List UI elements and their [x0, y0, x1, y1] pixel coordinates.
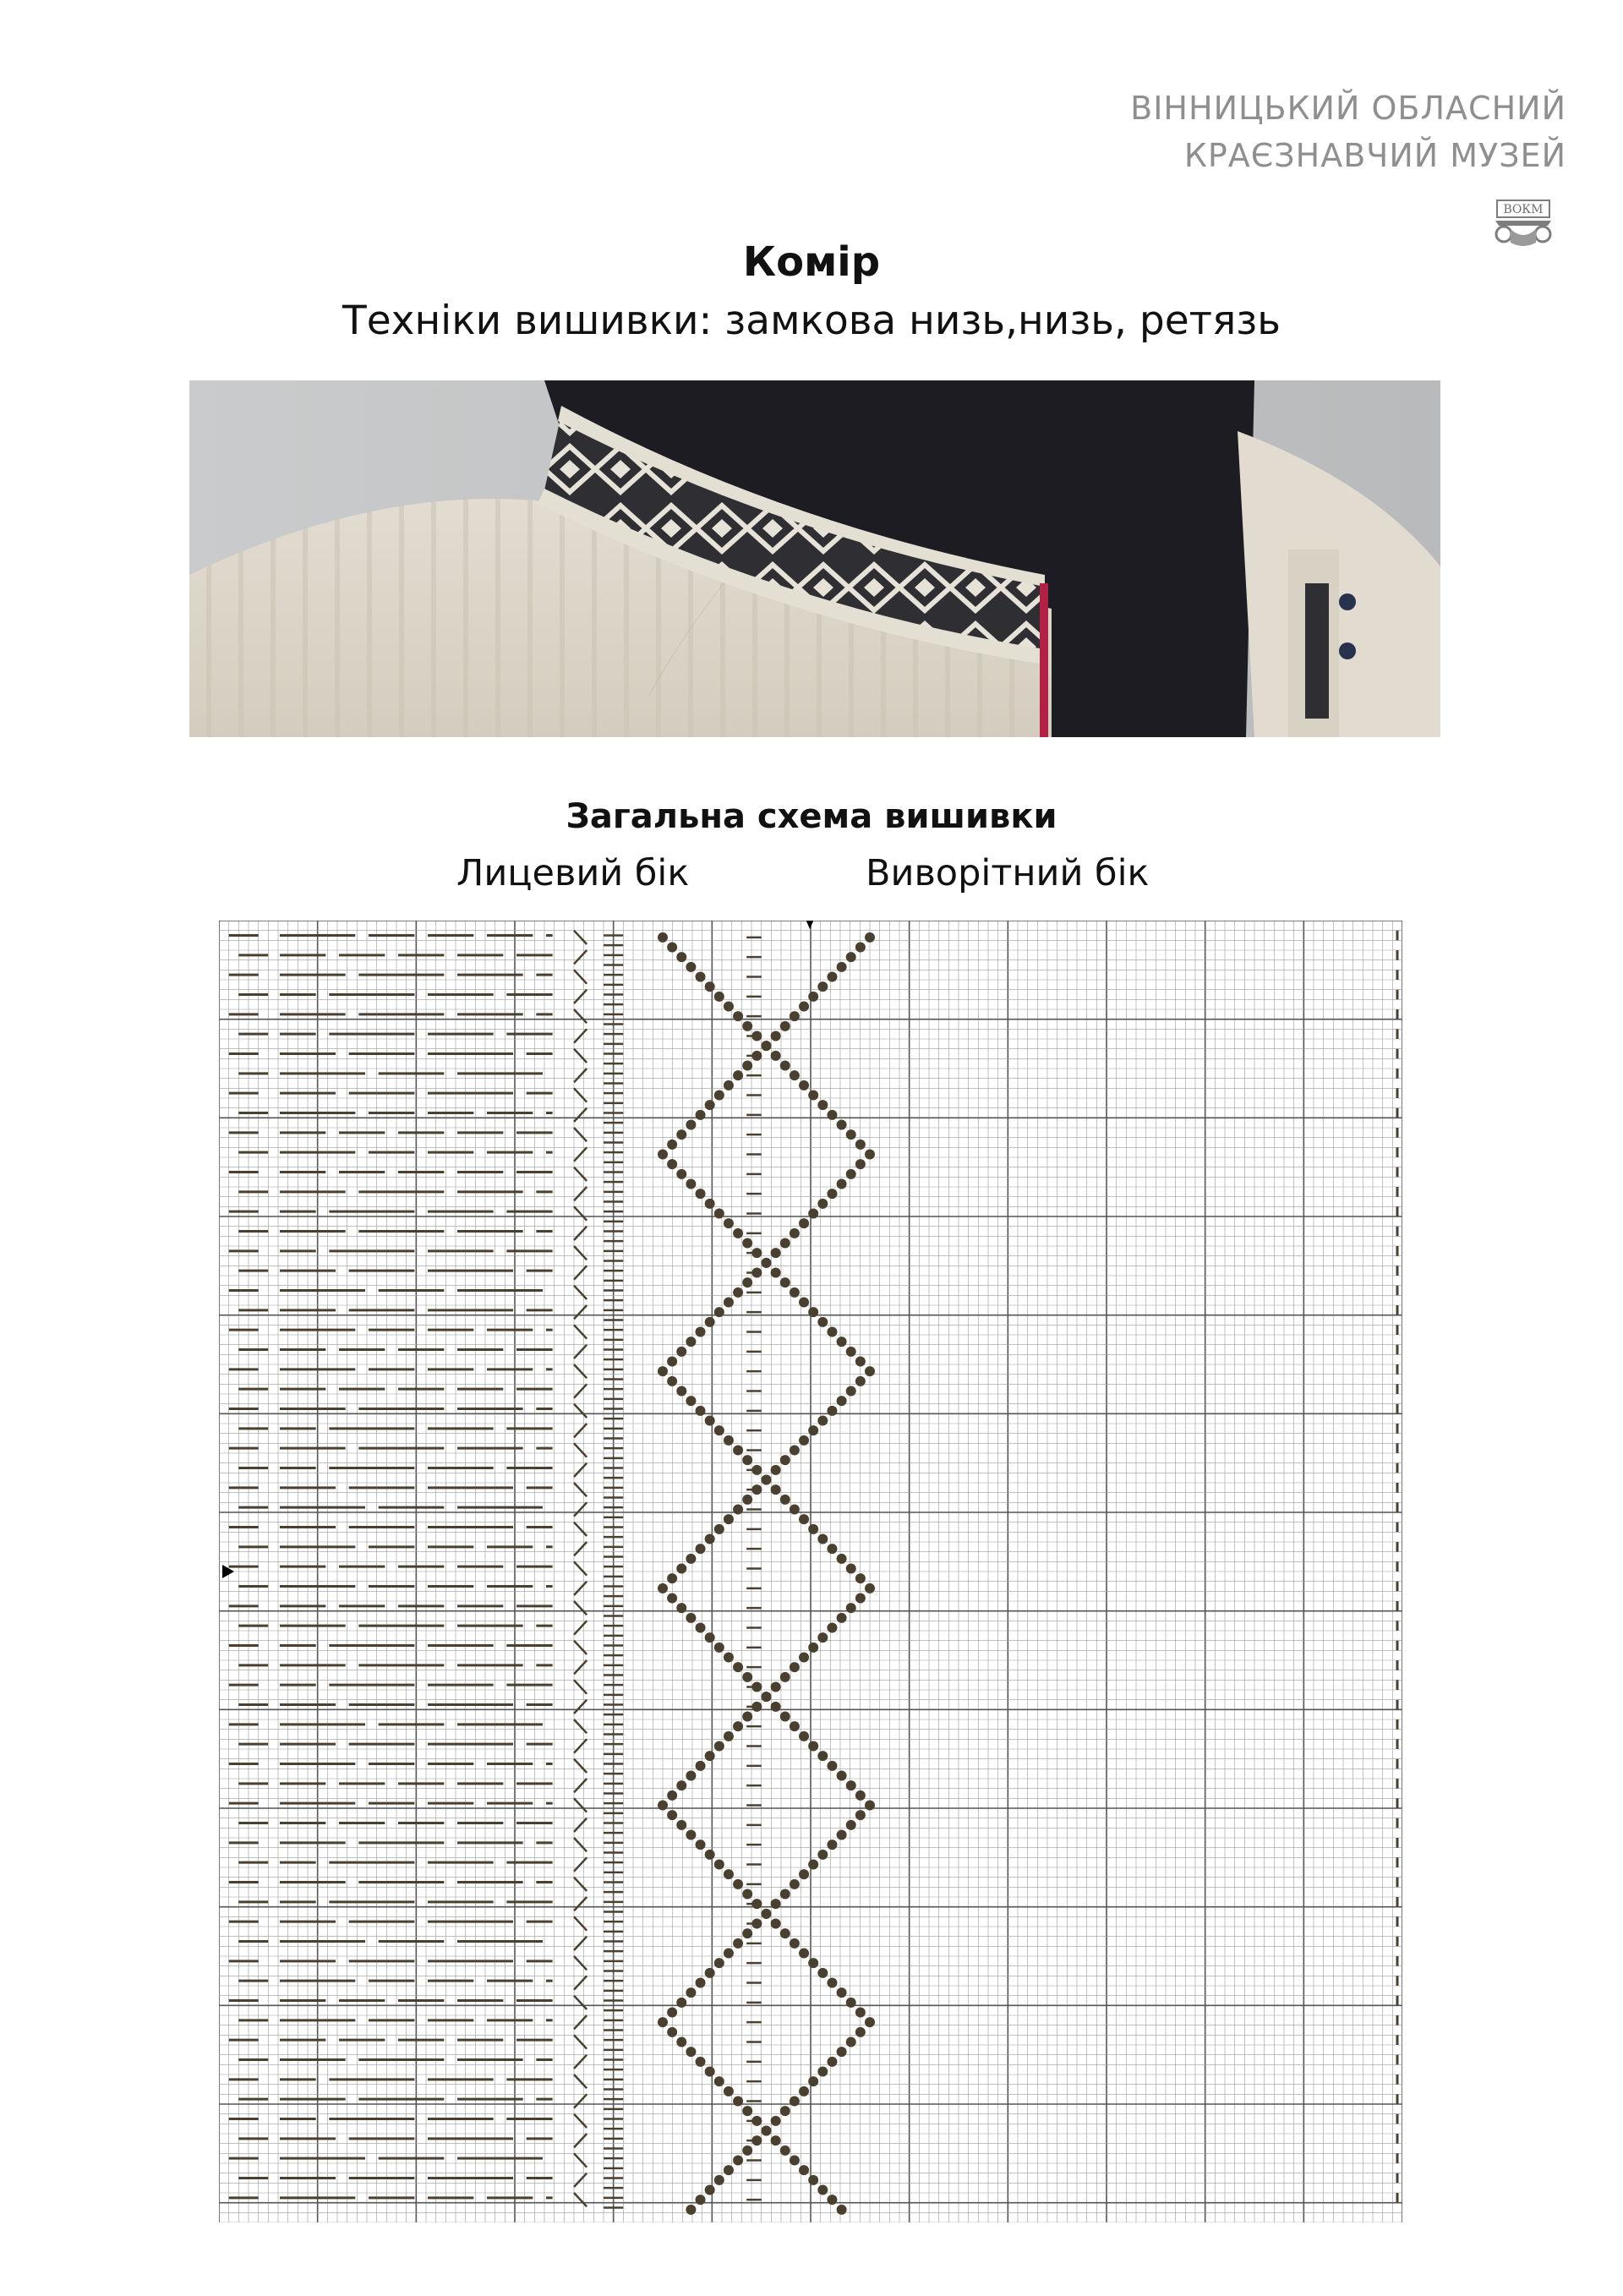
page-subtitle: Техніки вишивки: замкова низь,низь, ретязь	[342, 298, 1281, 344]
museum-name-line2: КРАЄЗНАВЧИЙ МУЗЕЙ	[1183, 137, 1566, 174]
logo-text: ВОКМ	[1503, 203, 1544, 216]
back-side-label: Виворітний бік	[866, 852, 1150, 894]
collar-photo	[189, 380, 1440, 737]
chart-grid	[219, 921, 1402, 2222]
page-title: Комір	[742, 238, 881, 286]
back-side-stitches	[574, 931, 1397, 2215]
scheme-title: Загальна схема вишивки	[566, 797, 1057, 836]
museum-name	[1130, 85, 1566, 179]
face-side-label: Лицевий бік	[456, 852, 690, 894]
face-side-stitches	[229, 936, 553, 2198]
embroidery-scheme-chart	[219, 921, 1402, 2222]
museum-name-line1: ВІННИЦЬКИЙ ОБЛАСНИЙ	[1130, 90, 1566, 127]
top-center-arrow	[805, 921, 815, 929]
